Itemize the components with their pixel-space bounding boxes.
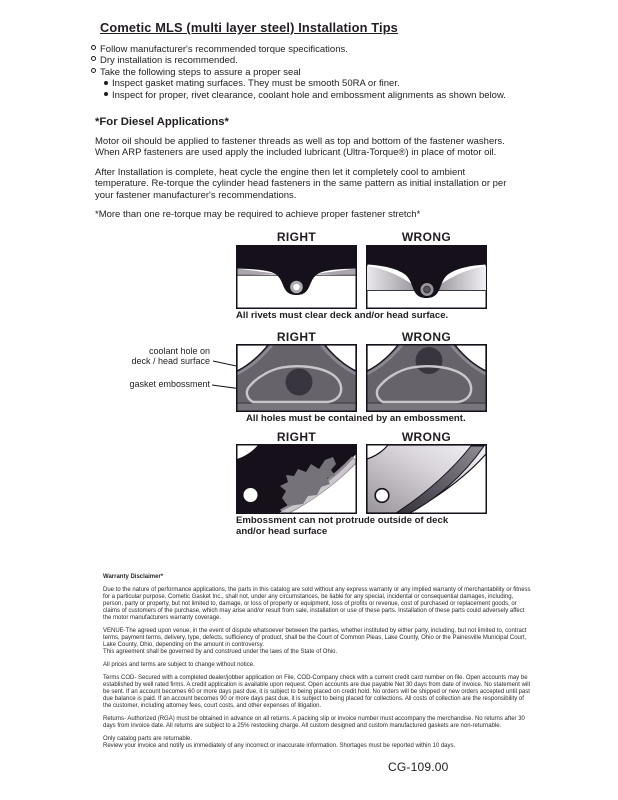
row1-wrong-label: WRONG bbox=[401, 230, 452, 244]
embossment-wrong-diagram bbox=[366, 444, 487, 514]
rivet-wrong-diagram bbox=[366, 245, 487, 309]
disclaimer-paragraph: All prices and terms are subject to change without notice. bbox=[103, 661, 255, 668]
coolant-hole-right-diagram bbox=[236, 344, 357, 412]
page-code: CG-109.00 bbox=[388, 760, 449, 774]
diesel-applications-heading: *For Diesel Applications* bbox=[95, 116, 229, 128]
row2-wrong-label: WRONG bbox=[401, 330, 452, 344]
open-bullet-icon bbox=[91, 68, 96, 73]
diesel-paragraph-2: After Installation is complete, heat cycle the engine then let it completely cool to ambient temperature. Re-torque the cylinder head fasteners in the same pattern as initial installation or per your fastener manufacturer's recommendations. bbox=[95, 167, 507, 201]
list-item bbox=[91, 44, 506, 55]
open-bullet-icon bbox=[91, 45, 96, 50]
list-item-text: Inspect gasket mating surfaces. They must be smooth 50RA or finer. bbox=[112, 78, 400, 90]
list-item bbox=[104, 78, 506, 89]
row2-caption: All holes must be contained by an embossment. bbox=[246, 413, 466, 424]
disclaimer-heading: Warranty Disclaimer* bbox=[103, 574, 164, 580]
coolant-hole-label: coolant hole on deck / head surface bbox=[131, 346, 210, 366]
page-title: Cometic MLS (multi layer steel) Installation Tips bbox=[100, 20, 398, 35]
disclaimer-paragraph: Due to the nature of performance applications, the parts in this catalog are sold without any express warranty or any implied warranty of merchantability or fitness for a particular purpose. Cometic Gasket Inc., shall not, under any circumstances, be liable for any special, incidental or consequential damages, including, person, party or property, but not limited to, damage, or loss of property or equipment, loss of profits or revenue, cost of purchased or replacement goods, or claims of customers of the purchase, which may arise and/or result from sale, installation or use of these parts. Installation of these parts could adversely affect the motor manufacturers warranty coverage. bbox=[103, 587, 531, 621]
installation-tips-list bbox=[91, 44, 506, 101]
row3-right-label: RIGHT bbox=[276, 430, 317, 444]
row3-wrong-label: WRONG bbox=[401, 430, 452, 444]
disclaimer-paragraph: Returns- Authorized (RGA) must be obtained in advance on all returns. A packing slip or invoice number must accompany the merchandise. No returns after 30 days from invoice date. All returns are subject to a 25% restocking charge. All custom designed and custom manufactured gaskets are non-returnable. bbox=[103, 715, 525, 729]
list-item bbox=[104, 90, 506, 101]
filled-bullet-icon bbox=[104, 81, 108, 85]
filled-bullet-icon bbox=[104, 92, 108, 96]
embossment-right-diagram bbox=[236, 444, 357, 514]
diesel-paragraph-1: Motor oil should be applied to fastener threads as well as top and bottom of the fastener washers. When ARP fasteners are used apply the included lubricant (Ultra-Torque®) in place of motor oil. bbox=[95, 136, 505, 159]
row2-right-label: RIGHT bbox=[276, 330, 317, 344]
list-item-text: Dry installation is recommended. bbox=[100, 55, 238, 67]
list-item bbox=[91, 55, 506, 66]
coolant-hole-wrong-diagram bbox=[366, 344, 487, 412]
disclaimer-paragraph: Only catalog parts are returnable. Review your invoice and notify us immediately of any incorrect or inaccurate information. Shortages must be reported within 10 days. bbox=[103, 736, 456, 749]
disclaimer-paragraph: Terms COD- Secured with a completed dealer/jobber application on File, COD-Company check with a current credit card number on file. Open accounts may be established by well rated firms. A credit application is available upon request. Open accounts are due payable Net 30 days from date of invoice. No statement will be sent. If an account becomes 60 or more days past due, it is subject to being placed on credit hold. No orders will be shipped or new orders accepted until past due balance is paid. If an account becomes 90 or more days past due, it is subject to being placed for collections. All costs of collection are the responsibility of the customer, including attorney fees, court costs, and other expenses of litigation. bbox=[103, 675, 530, 709]
gasket-embossment-label: gasket embossment bbox=[129, 379, 210, 389]
list-item-text: Follow manufacturer's recommended torque specifications. bbox=[100, 44, 348, 55]
row3-caption: Embossment can not protrude outside of deck and/or head surface bbox=[236, 515, 449, 537]
list-item-text: Take the following steps to assure a proper seal bbox=[100, 66, 301, 78]
list-item-text: Inspect for proper, rivet clearance, coolant hole and embossment alignments as shown below. bbox=[112, 89, 506, 101]
row1-right-label: RIGHT bbox=[276, 230, 317, 244]
open-bullet-icon bbox=[91, 56, 96, 61]
rivet-right-diagram bbox=[236, 245, 357, 309]
disclaimer-paragraph: VENUE-The agreed upon venue, in the event of dispute whatsoever between the parties, whether instituted by either party, including, but not limited to, contract terms, payment terms, delivery, type, defects, sufficiency of product, shall be the Court of Common Pleas, Lake County, Ohio or the Painesville Municipal Court, Lake County, Ohio, depending on the amount in controversy. This agreement shall be governed by and construed under the laws of the State of Ohio. bbox=[103, 628, 527, 655]
row1-caption: All rivets must clear deck and/or head surface. bbox=[236, 310, 449, 321]
warranty-disclaimer bbox=[103, 574, 533, 756]
retorque-note: *More than one re-torque may be required to achieve proper fastener stretch* bbox=[95, 209, 421, 220]
list-item bbox=[91, 67, 506, 78]
